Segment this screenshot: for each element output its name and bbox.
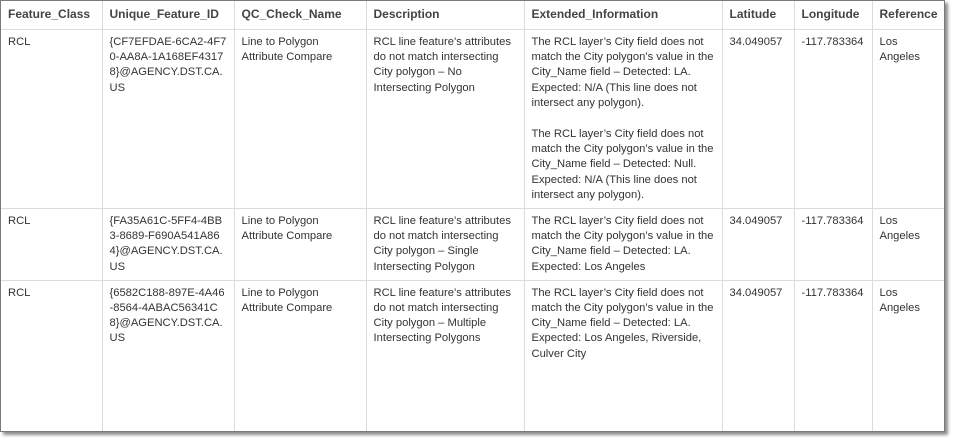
cell-latitude: 34.049057 [722, 280, 794, 367]
column-header-description[interactable]: Description [366, 1, 524, 30]
extended-info-paragraph: The RCL layer’s City field does not match the City polygon’s value in the City_Name field – Detected: LA. Expected: Los Angeles, Riverside, Culver City [531, 286, 714, 360]
cell-feature-class: RCL [1, 209, 102, 281]
table-row [1, 30, 944, 209]
cell-longitude: -117.783364 [794, 30, 872, 209]
extended-info-paragraph: The RCL layer’s City field does not match the City polygon’s value in the City_Name field – Detected: Null. Expected: N/A (This line does not intersect any polygon). [531, 128, 714, 201]
table-row [1, 280, 944, 367]
cell-feature-class: RCL [1, 280, 102, 367]
cell-description: RCL line feature’s attributes do not match intersecting City polygon – No Intersecting Polygon [366, 30, 524, 209]
cell-feature-class: RCL [1, 30, 102, 209]
cell-latitude: 34.049057 [722, 209, 794, 281]
cell-latitude: 34.049057 [722, 30, 794, 209]
extended-info-paragraph: The RCL layer’s City field does not match the City polygon’s value in the City_Name field – Detected: LA. Expected: N/A (This line does not intersect any polygon). [531, 36, 714, 109]
cell-qc-check-name: Line to Polygon Attribute Compare [234, 280, 366, 367]
column-header-qc-check-name[interactable]: QC_Check_Name [234, 1, 366, 30]
column-header-latitude[interactable]: Latitude [722, 1, 794, 30]
qc-results-table [1, 1, 944, 432]
cell-qc-check-name: Line to Polygon Attribute Compare [234, 209, 366, 281]
cell-unique-feature-id: {CF7EFDAE-6CA2-4F70-AA8A-1A168EF43178}@AGENCY.DST.CA.US [102, 30, 234, 209]
cell-extended-information [524, 209, 722, 281]
cell-longitude: -117.783364 [794, 209, 872, 281]
cell-reference: Los Angeles [872, 30, 944, 209]
column-header-extended-information[interactable]: Extended_Information [524, 1, 722, 30]
table-header-row [1, 1, 944, 30]
table-row [1, 209, 944, 281]
cell-unique-feature-id: {FA35A61C-5FF4-4BB3-8689-F690A541A864}@AGENCY.DST.CA.US [102, 209, 234, 281]
column-header-reference[interactable]: Reference [872, 1, 944, 30]
cell-description: RCL line feature’s attributes do not match intersecting City polygon – Single Intersecting Polygon [366, 209, 524, 281]
column-header-unique-feature-id[interactable]: Unique_Feature_ID [102, 1, 234, 30]
cell-description: RCL line feature’s attributes do not match intersecting City polygon – Multiple Intersecting Polygons [366, 280, 524, 367]
cell-reference: Los Angeles [872, 209, 944, 281]
cell-qc-check-name: Line to Polygon Attribute Compare [234, 30, 366, 209]
cell-extended-information [524, 280, 722, 367]
cell-extended-information [524, 30, 722, 209]
column-header-feature-class[interactable]: Feature_Class [1, 1, 102, 30]
extended-info-paragraph: The RCL layer’s City field does not match the City polygon’s value in the City_Name field – Detected: LA. Expected: Los Angeles [531, 215, 714, 273]
cell-reference: Los Angeles [879, 286, 920, 315]
cell-longitude: -117.783364 [794, 280, 872, 367]
cell-unique-feature-id: {6582C188-897E-4A46-8564-4ABAC56341C8}@AGENCY.DST.CA.US [102, 280, 234, 367]
table-filler-row [1, 367, 944, 432]
column-header-longitude[interactable]: Longitude [794, 1, 872, 30]
